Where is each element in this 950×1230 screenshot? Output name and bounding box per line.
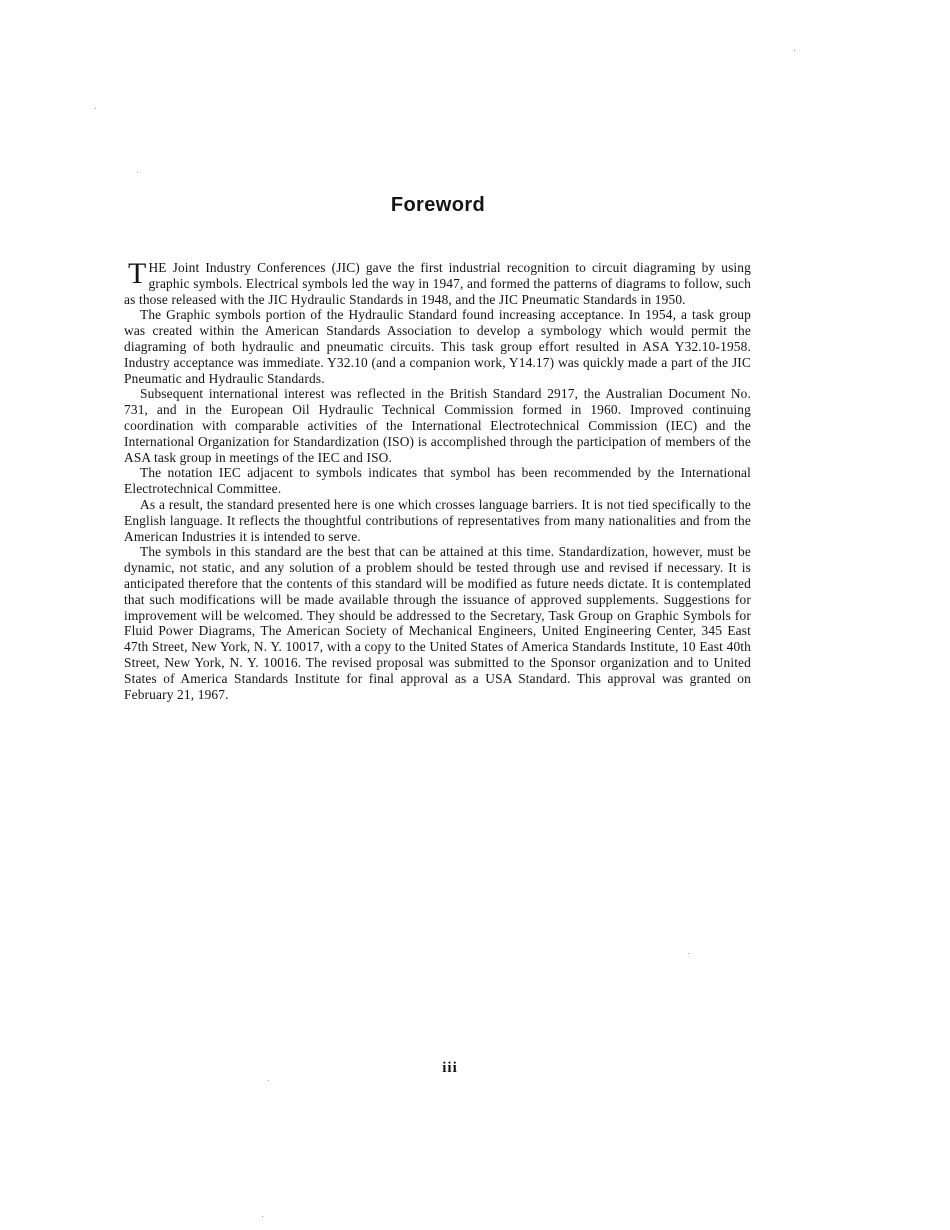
scan-speck <box>794 50 795 51</box>
paragraph: The notation IEC adjacent to symbols indicates that symbol has been recommended by the International Electrotechnical Committee. <box>124 465 751 497</box>
paragraph: As a result, the standard presented here is one which crosses language barriers. It is not tied specifically to the English language. It reflects the thoughtful contributions of representatives from many nationalities and from the American Industries it is intended to serve. <box>124 496 751 544</box>
scan-speck <box>137 172 138 173</box>
paragraph-text: HE Joint Industry Conferences (JIC) gave the first industrial recognition to circuit diagraming by using graphic symbols. Electrical symbols led the way in 1947, and formed the patterns of diagrams to follow, such as those released with the JIC Hydraulic Standards in 1948, and the JIC Pneumatic Standards in 1950. <box>124 260 751 307</box>
foreword-body <box>124 257 751 702</box>
paragraph: The Graphic symbols portion of the Hydraulic Standard found increasing acceptance. In 1954, a task group was created within the American Standards Association to develop a symbology which would permit the diagraming of both hydraulic and pneumatic circuits. This task group effort resulted in ASA Y32.10-1958. Industry acceptance was immediate. Y32.10 (and a companion work, Y14.17) was quickly made a part of the JIC Pneumatic and Hydraulic Standards. <box>124 307 751 386</box>
paragraph: Subsequent international interest was reflected in the British Standard 2917, the Australian Document No. 731, and in the European Oil Hydraulic Technical Commission formed in 1960. Improved continuing coordination with comparable activities of the International Electrotechnical Commission (IEC) and the International Organization for Standardization (ISO) is accomplished through the participation of members of the ASA task group in meetings of the IEC and ISO. <box>124 386 751 465</box>
page-title: Foreword <box>390 194 486 216</box>
scan-speck <box>688 953 689 954</box>
drop-cap: T <box>128 257 147 290</box>
scan-speck <box>268 1080 269 1081</box>
paragraph <box>124 257 751 307</box>
page-number: iii <box>442 1060 458 1076</box>
scan-speck <box>95 108 96 109</box>
paragraph: The symbols in this standard are the best that can be attained at this time. Standardization, however, must be dynamic, not static, and any solution of a problem should be tested through use and revised if necessary. It is anticipated therefore that the contents of this standard will be modified as future needs dictate. It is contemplated that such modifications will be made available through the issuance of approved supplements. Suggestions for improvement will be welcomed. They should be addressed to the Secretary, Task Group on Graphic Symbols for Fluid Power Diagrams, The American Society of Mechanical Engineers, United Engineering Center, 345 East 47th Street, New York, N. Y. 10017, with a copy to the United States of America Standards Institute, 10 East 40th Street, New York, N. Y. 10016. The revised proposal was submitted to the Sponsor organization and to United States of America Standards Institute for final approval as a USA Standard. This approval was granted on February 21, 1967. <box>124 544 751 702</box>
scan-speck <box>262 1216 263 1217</box>
